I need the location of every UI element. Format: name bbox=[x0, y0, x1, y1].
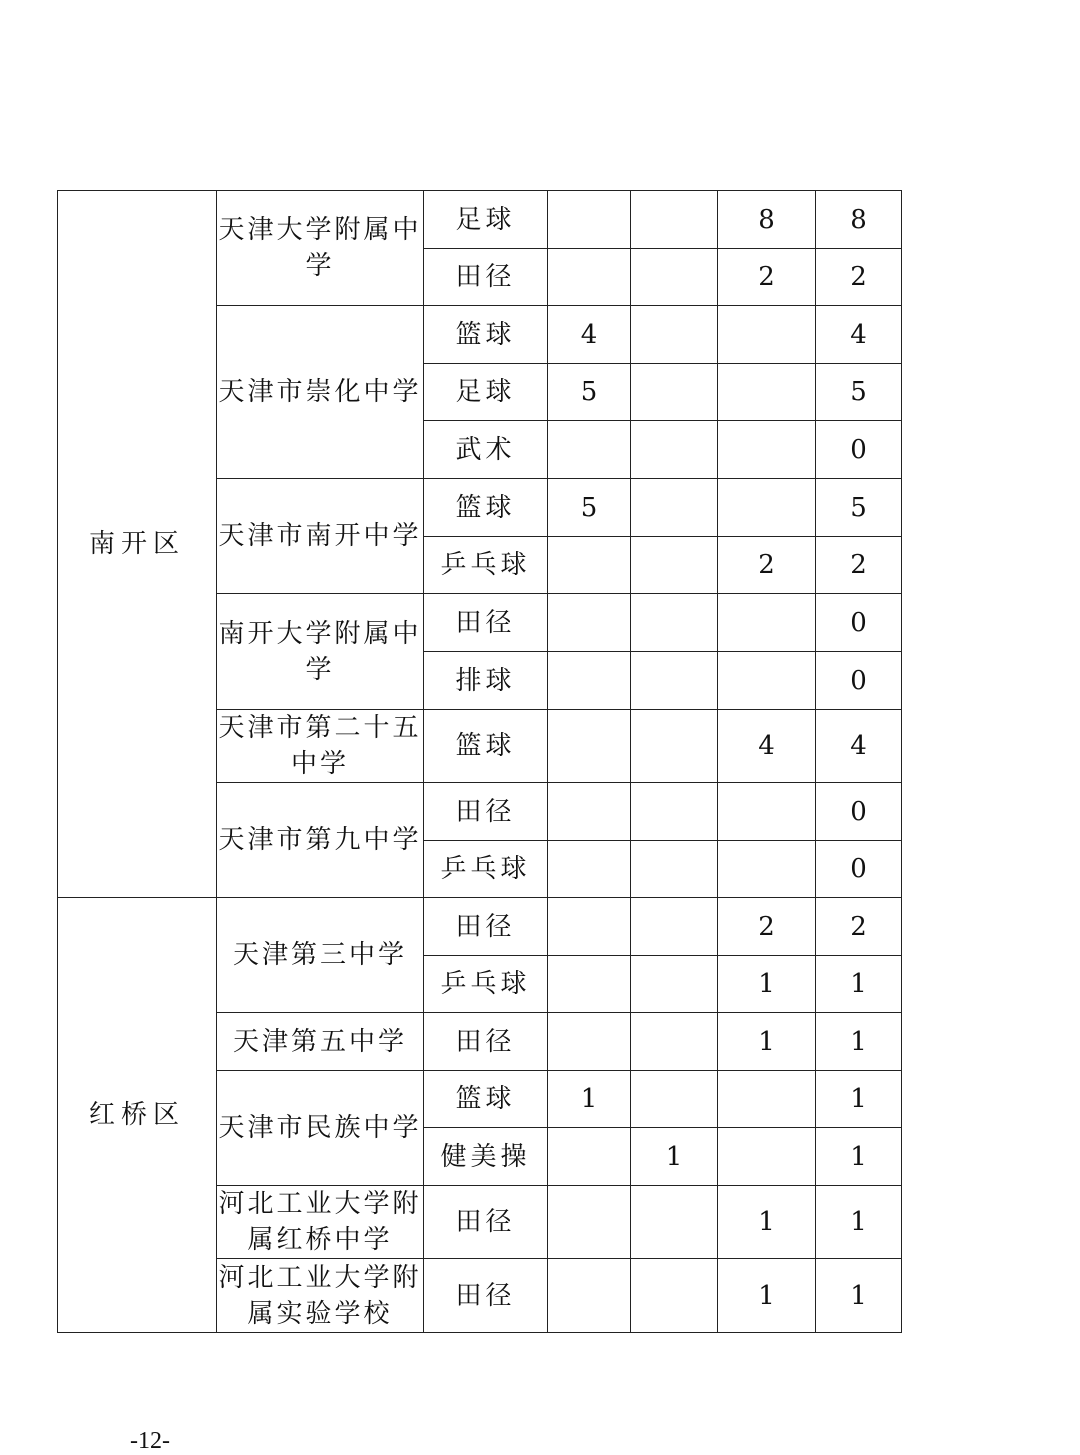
school-cell: 天津市崇化中学 bbox=[217, 306, 424, 479]
quota-cell-2 bbox=[631, 421, 718, 479]
quota-cell-3: 2 bbox=[718, 898, 816, 956]
quota-cell-1 bbox=[548, 249, 631, 306]
quota-cell-2 bbox=[631, 652, 718, 710]
sport-cell: 田径 bbox=[424, 783, 548, 841]
quota-cell-3 bbox=[718, 841, 816, 898]
total-cell: 5 bbox=[816, 364, 902, 421]
sport-cell: 足球 bbox=[424, 364, 548, 421]
total-cell: 1 bbox=[816, 1013, 902, 1071]
sport-cell: 足球 bbox=[424, 191, 548, 249]
quota-cell-3 bbox=[718, 421, 816, 479]
sport-cell: 篮球 bbox=[424, 710, 548, 783]
quota-cell-2 bbox=[631, 783, 718, 841]
total-cell: 1 bbox=[816, 956, 902, 1013]
quota-cell-3 bbox=[718, 364, 816, 421]
quota-cell-2 bbox=[631, 898, 718, 956]
quota-table bbox=[57, 190, 902, 1333]
quota-cell-1 bbox=[548, 1013, 631, 1071]
quota-cell-2 bbox=[631, 191, 718, 249]
quota-cell-1 bbox=[548, 537, 631, 594]
total-cell: 2 bbox=[816, 537, 902, 594]
school-cell: 河北工业大学附属红桥中学 bbox=[217, 1186, 424, 1259]
sport-cell: 武术 bbox=[424, 421, 548, 479]
total-cell: 1 bbox=[816, 1071, 902, 1128]
sport-cell: 田径 bbox=[424, 1186, 548, 1259]
quota-cell-1 bbox=[548, 710, 631, 783]
school-cell: 天津市南开中学 bbox=[217, 479, 424, 594]
quota-cell-3: 1 bbox=[718, 1259, 816, 1333]
quota-cell-1 bbox=[548, 898, 631, 956]
quota-cell-2 bbox=[631, 841, 718, 898]
total-cell: 0 bbox=[816, 652, 902, 710]
quota-cell-2 bbox=[631, 956, 718, 1013]
quota-cell-3 bbox=[718, 783, 816, 841]
quota-cell-3: 1 bbox=[718, 956, 816, 1013]
total-cell: 8 bbox=[816, 191, 902, 249]
school-cell: 天津第五中学 bbox=[217, 1013, 424, 1071]
quota-cell-3: 2 bbox=[718, 249, 816, 306]
total-cell: 1 bbox=[816, 1128, 902, 1186]
sport-cell: 田径 bbox=[424, 249, 548, 306]
quota-cell-3 bbox=[718, 1071, 816, 1128]
total-cell: 4 bbox=[816, 710, 902, 783]
total-cell: 2 bbox=[816, 898, 902, 956]
table-row bbox=[58, 191, 902, 249]
quota-cell-3: 1 bbox=[718, 1013, 816, 1071]
quota-cell-3 bbox=[718, 1128, 816, 1186]
page-number: -12- bbox=[130, 1428, 170, 1454]
quota-cell-2 bbox=[631, 594, 718, 652]
quota-cell-1 bbox=[548, 191, 631, 249]
quota-cell-2: 1 bbox=[631, 1128, 718, 1186]
quota-cell-1 bbox=[548, 783, 631, 841]
quota-cell-3 bbox=[718, 306, 816, 364]
quota-cell-1 bbox=[548, 1128, 631, 1186]
total-cell: 5 bbox=[816, 479, 902, 537]
school-cell: 天津市民族中学 bbox=[217, 1071, 424, 1186]
quota-cell-2 bbox=[631, 479, 718, 537]
sport-cell: 田径 bbox=[424, 898, 548, 956]
total-cell: 0 bbox=[816, 594, 902, 652]
district-cell: 南开区 bbox=[58, 191, 217, 898]
quota-cell-2 bbox=[631, 537, 718, 594]
quota-cell-1 bbox=[548, 652, 631, 710]
total-cell: 1 bbox=[816, 1259, 902, 1333]
sport-cell: 乒乓球 bbox=[424, 537, 548, 594]
quota-cell-2 bbox=[631, 364, 718, 421]
quota-cell-3 bbox=[718, 652, 816, 710]
quota-cell-1 bbox=[548, 1259, 631, 1333]
total-cell: 0 bbox=[816, 421, 902, 479]
quota-cell-1: 5 bbox=[548, 364, 631, 421]
sport-cell: 健美操 bbox=[424, 1128, 548, 1186]
sport-cell: 篮球 bbox=[424, 479, 548, 537]
total-cell: 2 bbox=[816, 249, 902, 306]
quota-cell-3 bbox=[718, 479, 816, 537]
quota-cell-1: 4 bbox=[548, 306, 631, 364]
total-cell: 1 bbox=[816, 1186, 902, 1259]
quota-cell-2 bbox=[631, 306, 718, 364]
quota-cell-1 bbox=[548, 1186, 631, 1259]
sport-cell: 田径 bbox=[424, 1259, 548, 1333]
sport-cell: 田径 bbox=[424, 1013, 548, 1071]
sport-cell: 篮球 bbox=[424, 306, 548, 364]
sport-cell: 乒乓球 bbox=[424, 841, 548, 898]
quota-cell-2 bbox=[631, 1071, 718, 1128]
quota-cell-1: 5 bbox=[548, 479, 631, 537]
quota-cell-3: 4 bbox=[718, 710, 816, 783]
quota-cell-3: 1 bbox=[718, 1186, 816, 1259]
quota-cell-2 bbox=[631, 1259, 718, 1333]
quota-cell-1: 1 bbox=[548, 1071, 631, 1128]
total-cell: 0 bbox=[816, 841, 902, 898]
quota-cell-2 bbox=[631, 249, 718, 306]
sport-cell: 篮球 bbox=[424, 1071, 548, 1128]
quota-cell-1 bbox=[548, 841, 631, 898]
quota-cell-2 bbox=[631, 710, 718, 783]
school-cell: 天津市第九中学 bbox=[217, 783, 424, 898]
school-cell: 天津大学附属中学 bbox=[217, 191, 424, 306]
sport-cell: 田径 bbox=[424, 594, 548, 652]
quota-cell-3: 2 bbox=[718, 537, 816, 594]
district-cell: 红桥区 bbox=[58, 898, 217, 1333]
total-cell: 0 bbox=[816, 783, 902, 841]
sport-cell: 排球 bbox=[424, 652, 548, 710]
total-cell: 4 bbox=[816, 306, 902, 364]
quota-cell-2 bbox=[631, 1013, 718, 1071]
quota-cell-3: 8 bbox=[718, 191, 816, 249]
school-cell: 南开大学附属中学 bbox=[217, 594, 424, 710]
table-row bbox=[58, 898, 902, 956]
quota-cell-3 bbox=[718, 594, 816, 652]
sport-cell: 乒乓球 bbox=[424, 956, 548, 1013]
school-cell: 天津第三中学 bbox=[217, 898, 424, 1013]
quota-cell-1 bbox=[548, 956, 631, 1013]
quota-cell-2 bbox=[631, 1186, 718, 1259]
quota-cell-1 bbox=[548, 421, 631, 479]
school-cell: 河北工业大学附属实验学校 bbox=[217, 1259, 424, 1333]
school-cell: 天津市第二十五中学 bbox=[217, 710, 424, 783]
quota-cell-1 bbox=[548, 594, 631, 652]
